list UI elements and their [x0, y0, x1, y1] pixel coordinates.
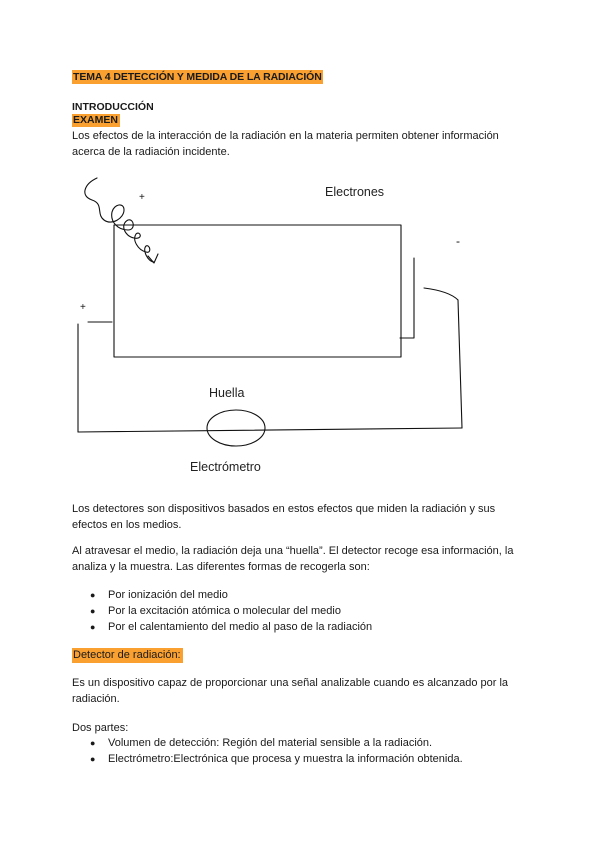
list-item: ● Por ionización del medio [90, 589, 228, 601]
arrow-head [148, 254, 158, 263]
bullet-icon: ● [90, 590, 96, 600]
right-wire-top [424, 288, 458, 300]
huella-label: Huella [209, 386, 245, 400]
bottom-wire [78, 428, 462, 432]
detectors-line-1: Los detectores son dispositivos basados en estos efectos que miden la radiación y sus [72, 503, 496, 515]
detection-volume-box [114, 225, 401, 357]
list-item: ● Por el calentamiento del medio al paso de la radiación [90, 621, 373, 633]
bullet-icon: ● [90, 754, 96, 764]
detector-diagram [0, 170, 600, 480]
list-item: ● Volumen de detección: Región del material sensible a la radiación. [90, 737, 433, 749]
list-item: ● Por la excitación atómica o molecular del medio [90, 605, 341, 617]
intro-line-1: Los efectos de la interacción de la radiación en la materia permiten obtener información [72, 130, 499, 142]
medium-line-2: analiza y la muestra. Las diferentes formas de recogerla son: [72, 561, 370, 573]
bullet-icon: ● [90, 622, 96, 632]
bullet-icon: ● [90, 606, 96, 616]
electrons-label: Electrones [325, 185, 385, 199]
parts-list [90, 735, 463, 767]
plus-top-label: + [139, 192, 145, 203]
bullet-icon: ● [90, 738, 96, 748]
plus-left-label: + [80, 302, 86, 313]
list-item: ● Electrómetro:Electrónica que procesa y muestra la información obtenida. [90, 753, 463, 765]
detector-def-1: Es un dispositivo capaz de proporcionar una señal analizable cuando es alcanzado por la [72, 677, 509, 689]
exam-label: EXAMEN [73, 114, 118, 126]
intro-heading: INTRODUCCIÓN [72, 101, 154, 113]
radiation-squiggle [85, 178, 154, 262]
electrometer-label: Electrómetro [190, 460, 261, 474]
right-electrode [400, 258, 414, 338]
minus-right-label: - [456, 234, 460, 248]
medium-line-1: Al atravesar el medio, la radiación deja una “huella”. El detector recoge esa información, la [72, 545, 514, 557]
detectors-line-2: efectos en los medios. [72, 519, 182, 531]
detector-def-2: radiación. [72, 693, 120, 705]
parts-heading: Dos partes: [72, 722, 129, 734]
electrometer-ellipse [207, 410, 265, 446]
detector-heading: Detector de radiación: [73, 649, 181, 661]
right-wire [458, 300, 462, 428]
forms-list [90, 587, 372, 635]
intro-line-2: acerca de la radiación incidente. [72, 146, 230, 158]
document-title: TEMA 4 DETECCIÓN Y MEDIDA DE LA RADIACIÓN [73, 71, 322, 83]
